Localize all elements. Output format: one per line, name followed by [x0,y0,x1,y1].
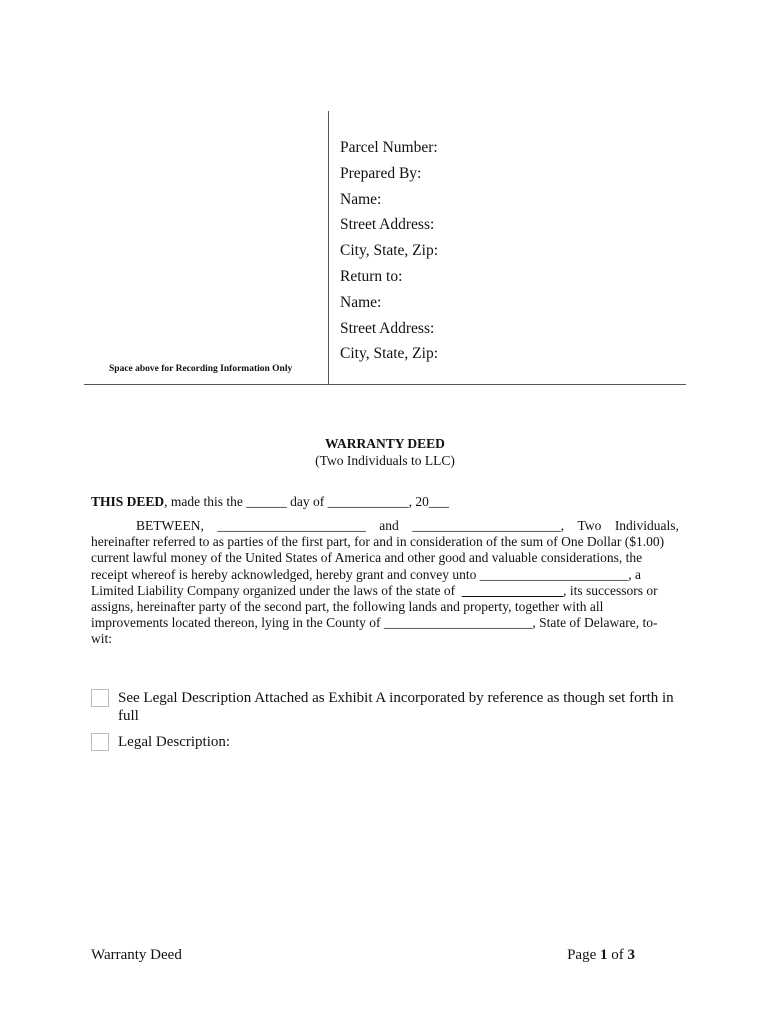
legal-description-label: Legal Description: [118,734,231,750]
grantor-2-blank: ______________________, [412,518,565,533]
and-word: and [379,518,399,533]
preparer-city-label: City, State, Zip: [340,242,439,260]
body-line-7: improvements located thereon, lying in the County of ______________________, State of Delaware, to- [91,615,658,631]
exhibit-option-label: See Legal Description Attached as Exhibit A incorporated by reference as though set forth in full [118,690,674,724]
page-current: 1 [600,947,608,963]
header-horizontal-divider [84,384,686,385]
header-vertical-divider [328,111,329,384]
two-word: Two [577,518,602,533]
return-name-label: Name: [340,293,382,311]
recording-space-note: Space above for Recording Information Only [109,364,293,374]
legal-description-checkbox[interactable] [91,733,109,751]
recording-header-fields [340,137,438,369]
successors-text: , its successors or [563,582,658,598]
body-line-6: assigns, hereinafter party of the second part, the following lands and property, together with all [91,599,604,615]
legal-description-option[interactable] [91,733,688,751]
body-line-8: wit: [91,631,113,647]
individuals-word: Individuals, [614,518,679,533]
footer-page-number [567,947,635,964]
exhibit-option[interactable] [91,689,688,725]
footer-document-name: Warranty Deed [91,947,182,963]
body-line-2: hereinafter referred to as parties of the first part, for and in consideration of the sum of One Dollar ($1.00) [91,534,665,550]
body-line-3: current lawful money of the United States of America and other good and valuable considerations, the [91,550,643,566]
document-title: WARRANTY DEED [325,436,445,451]
deed-intro [91,494,449,510]
body-line-1 [91,518,679,534]
body-line-5 [91,583,679,599]
preparer-name-label: Name: [340,190,382,208]
parcel-number-label: Parcel Number: [340,139,438,156]
between-word: BETWEEN, [136,518,204,533]
llc-state-blank: _______________ [461,582,564,598]
return-city-label: City, State, Zip: [340,345,439,363]
page-of: of [607,947,628,963]
exhibit-checkbox[interactable] [91,689,109,707]
deed-intro-rest: , made this the ______ day of ____________, 20___ [164,494,450,509]
preparer-street-label: Street Address: [340,216,435,234]
grantor-1-blank: ______________________ [217,518,366,533]
return-to-label: Return to: [340,267,403,285]
page-total: 3 [627,947,635,963]
llc-state-text: Limited Liability Company organized under the laws of the state of [91,582,456,598]
return-street-label: Street Address: [340,319,435,337]
document-subtitle: (Two Individuals to LLC) [315,453,455,468]
page-prefix: Page [567,947,600,963]
body-line-4: receipt whereof is hereby acknowledged, hereby grant and convey unto ______________________, a [91,566,641,582]
deed-body-paragraph [91,518,679,648]
prepared-by-label: Prepared By: [340,164,422,182]
deed-intro-bold: THIS DEED [91,494,165,509]
